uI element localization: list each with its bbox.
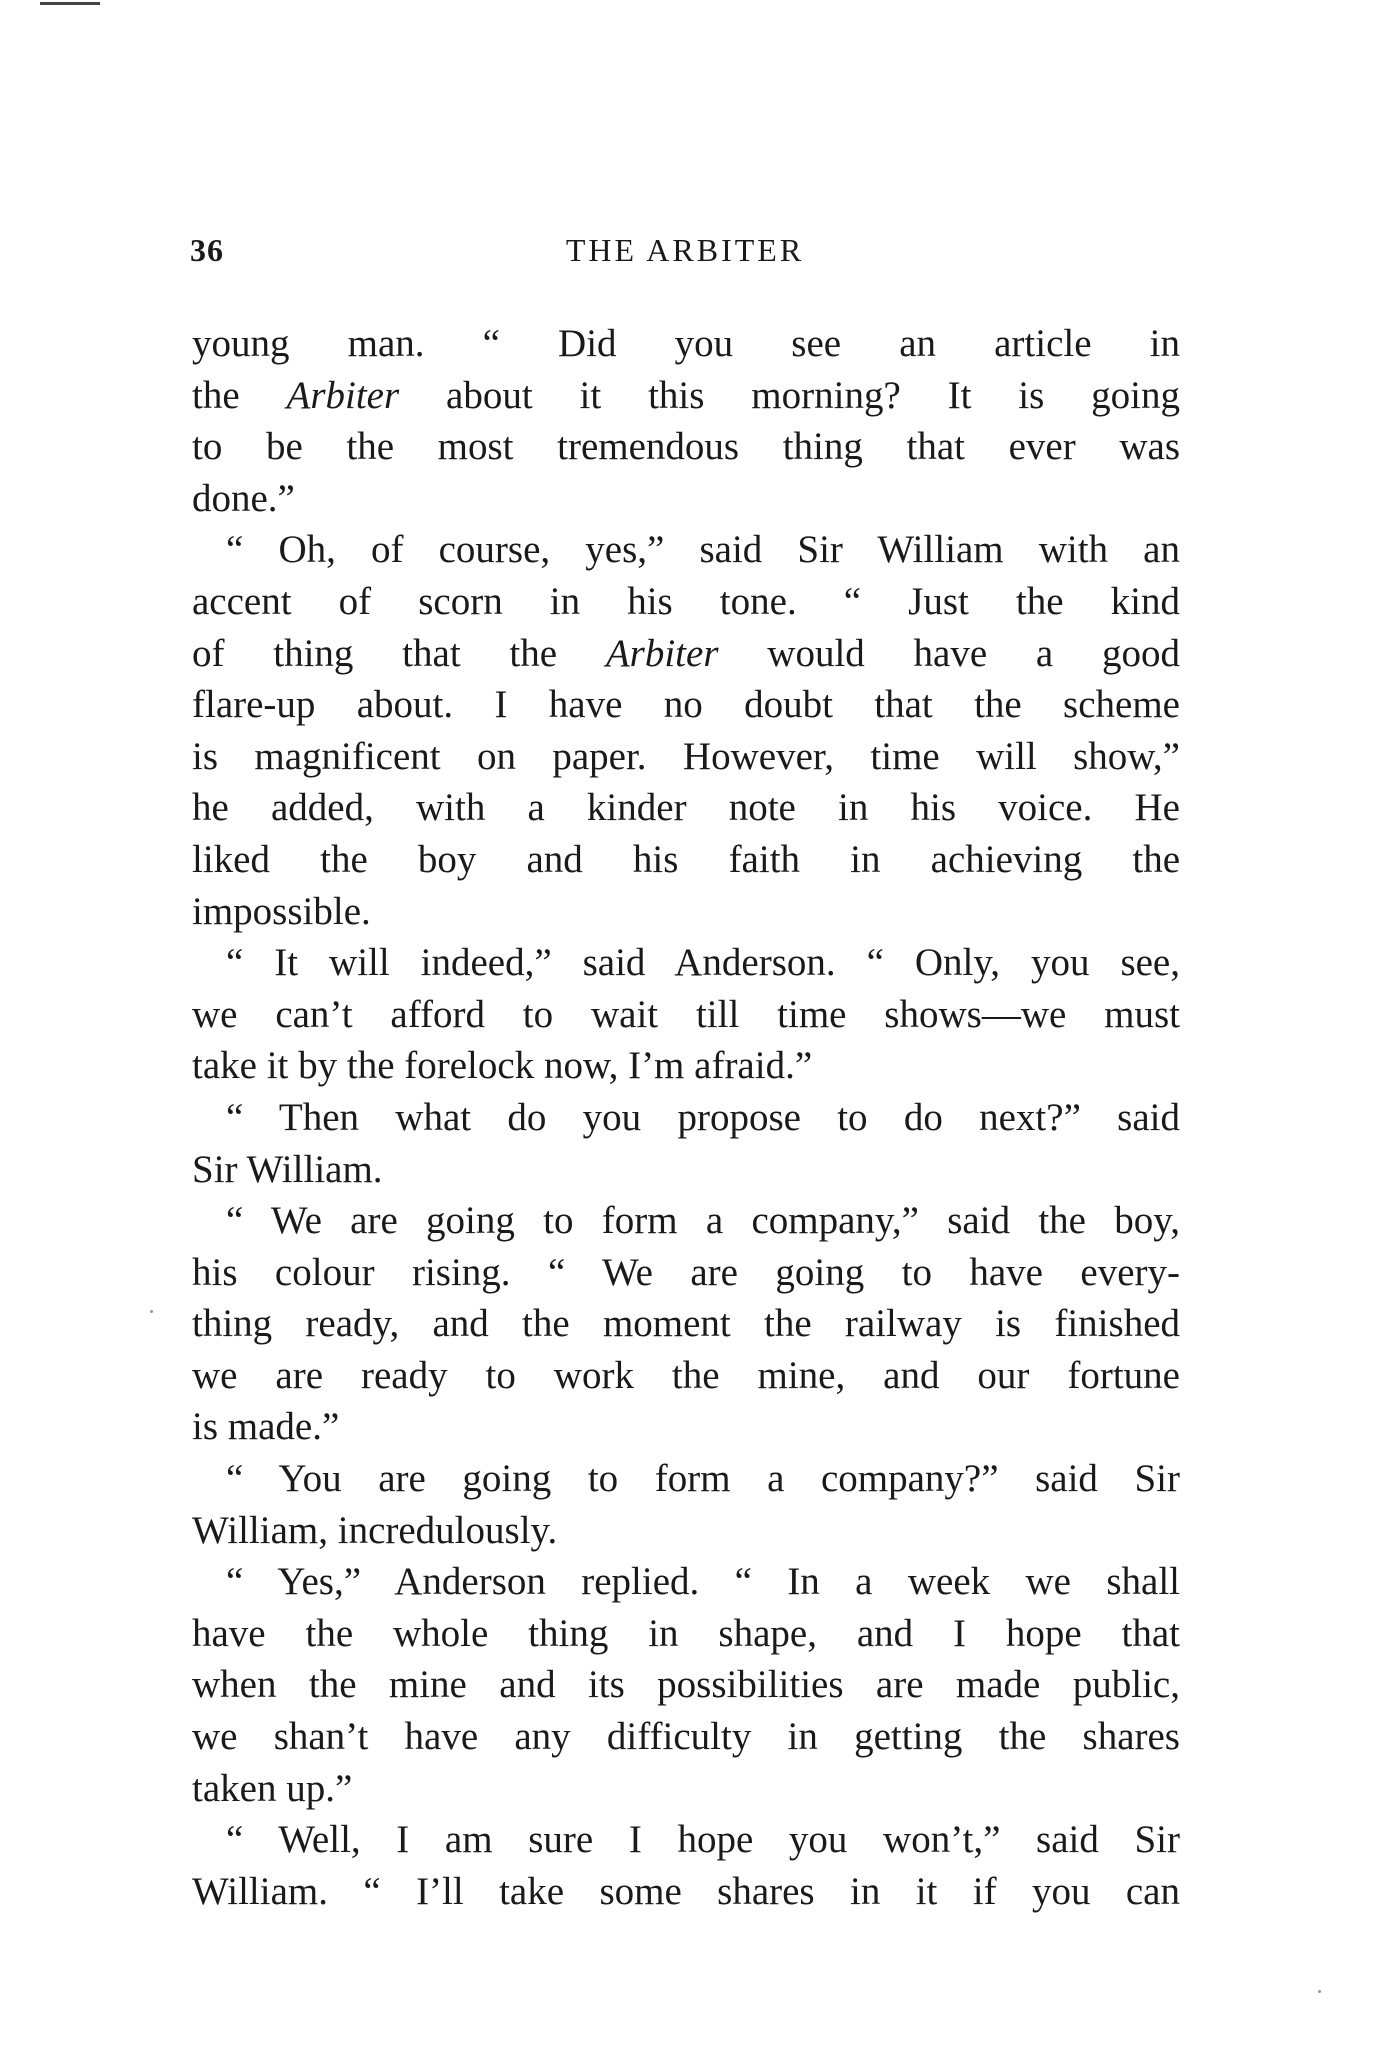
text-line — [192, 1711, 1180, 1763]
italic-title: Arbiter — [605, 631, 719, 675]
text-line — [192, 886, 1180, 938]
text-line-part: taken up.” — [192, 1766, 353, 1810]
text-line-part: thing ready, and the moment the railway is finished — [192, 1302, 1180, 1346]
text-line — [192, 524, 1180, 576]
text-line-part: is made.” — [192, 1405, 340, 1449]
text-line-part: we shan’t have any difficulty in getting the shares — [192, 1715, 1180, 1759]
text-line-part: we are ready to work the mine, and our fortune — [192, 1353, 1180, 1397]
text-line-part: he added, with a kinder note in his voice. He — [192, 786, 1180, 830]
paper-speck — [1318, 1990, 1321, 1993]
text-line-part: William, incredulously. — [192, 1508, 558, 1552]
text-line-part: would have a good — [718, 631, 1180, 675]
text-line — [192, 421, 1180, 473]
text-line-part: young man. “ Did you see an article in — [192, 322, 1180, 365]
corner-rule — [40, 2, 100, 5]
text-line-part: of thing that the — [192, 631, 606, 675]
text-line — [192, 628, 1180, 680]
text-line — [192, 1040, 1180, 1092]
text-line-part: when the mine and its possibilities are made public, — [192, 1663, 1180, 1707]
text-line — [192, 1866, 1180, 1918]
running-title: THE ARBITER — [565, 232, 805, 268]
page-number: 36 — [190, 232, 224, 268]
text-line-part: about it this morning? It is going — [399, 373, 1180, 417]
text-line-part: have the whole thing in shape, and I hope that — [192, 1611, 1180, 1655]
text-line-part: “ Then what do you propose to do next?” said — [226, 1095, 1180, 1139]
text-line — [192, 1814, 1180, 1866]
text-line-part: done.” — [192, 476, 295, 520]
text-line-part: “ We are going to form a company,” said the boy, — [226, 1199, 1180, 1243]
text-line — [192, 1298, 1180, 1350]
text-line-part: “ Well, I am sure I hope you won’t,” said Sir — [226, 1818, 1180, 1862]
text-line — [192, 1401, 1180, 1453]
text-line-part: take it by the forelock now, I’m afraid.” — [192, 1044, 813, 1088]
text-line — [192, 1350, 1180, 1402]
text-line-part: is magnificent on paper. However, time will show,” — [192, 734, 1180, 778]
text-line-part: flare-up about. I have no doubt that the scheme — [192, 683, 1180, 727]
text-line — [192, 1144, 1180, 1196]
text-line — [192, 1195, 1180, 1247]
text-line-part: “ Yes,” Anderson replied. “ In a week we shall — [226, 1560, 1180, 1604]
text-line — [192, 1556, 1180, 1608]
text-line — [192, 370, 1180, 422]
text-line — [192, 1453, 1180, 1505]
text-line-part: Sir William. — [192, 1147, 383, 1191]
text-line — [192, 1505, 1180, 1557]
text-line — [192, 318, 1180, 370]
text-line-part: we can’t afford to wait till time shows—we must — [192, 992, 1180, 1036]
text-line — [192, 731, 1180, 783]
text-line-part: liked the boy and his faith in achieving the — [192, 837, 1180, 881]
text-line — [192, 1092, 1180, 1144]
text-line — [192, 1659, 1180, 1711]
running-head — [190, 232, 1180, 282]
italic-title: Arbiter — [286, 373, 400, 417]
text-line — [192, 1763, 1180, 1815]
text-line — [192, 1608, 1180, 1660]
text-line-part: “ It will indeed,” said Anderson. “ Only, you see, — [226, 941, 1180, 985]
text-line — [192, 473, 1180, 525]
text-line — [192, 576, 1180, 628]
text-line-part: impossible. — [192, 889, 371, 933]
text-line-part: “ You are going to form a company?” said Sir — [226, 1457, 1180, 1501]
body-text — [192, 318, 1180, 1917]
text-line-part: William. “ I’ll take some shares in it if you can — [192, 1869, 1180, 1913]
text-line — [192, 679, 1180, 731]
text-line-part: his colour rising. “ We are going to have every- — [192, 1250, 1180, 1294]
text-line — [192, 1247, 1180, 1299]
text-line — [192, 937, 1180, 989]
text-line-part: the — [192, 373, 287, 417]
text-line-part: “ Oh, of course, yes,” said Sir William with an — [226, 528, 1180, 572]
text-line — [192, 989, 1180, 1041]
text-line — [192, 782, 1180, 834]
text-line-part: accent of scorn in his tone. “ Just the kind — [192, 579, 1180, 623]
paper-speck — [150, 1310, 153, 1313]
text-line — [192, 834, 1180, 886]
text-line-part: to be the most tremendous thing that ever was — [192, 425, 1180, 469]
